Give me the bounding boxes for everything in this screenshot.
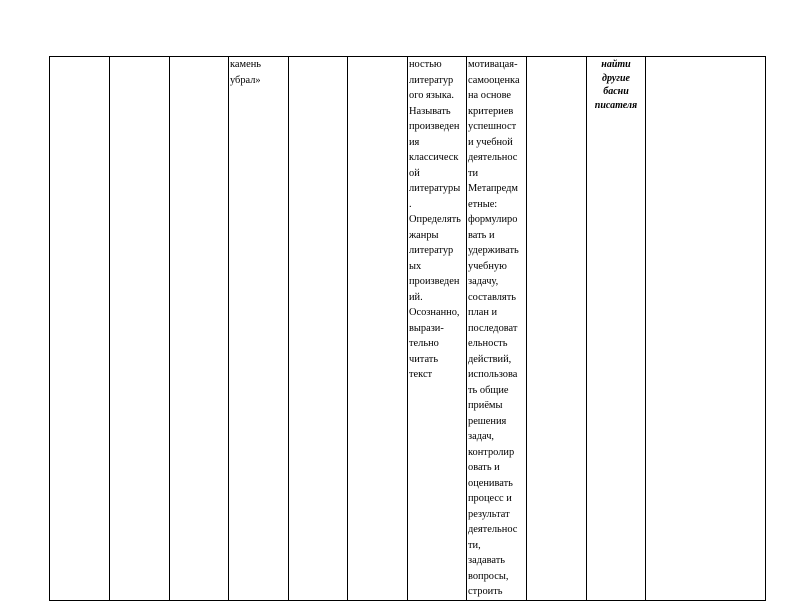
homework-text: найти другие басни писателя	[594, 59, 638, 111]
table-cell-3	[170, 57, 229, 601]
table-cell-subject-results	[408, 57, 467, 601]
subject-results-text: ностью литератур ого языка. Называть произведен ия классическ ой литературы . Определять жанры литератур ых произведен ий. Осознанно, вырази- тельно читать текст	[409, 59, 461, 380]
table-cell-5	[289, 57, 348, 601]
table-cell-lesson-topic	[229, 57, 289, 601]
table-cell-6	[348, 57, 408, 601]
table-cell-11	[646, 57, 766, 601]
table-row	[50, 57, 766, 601]
table-cell-metasubject-results	[467, 57, 527, 601]
table-cell-1	[50, 57, 110, 601]
lesson-topic-text: камень убрал»	[230, 59, 261, 86]
table-cell-2	[110, 57, 170, 601]
table-cell-9	[527, 57, 587, 601]
table-cell-homework	[587, 57, 646, 601]
metasubject-results-text: мотивацая- самооценка на основе критериев успешност и учебной деятельнос ти Метапредм етные: формулиро вать и удерживать учебную задачу, составлять план и последоват ельность действий, использова ть общие приёмы решения задач, контролир овать и оценивать процесс и результат деятельнос ти, задавать вопросы, строить	[468, 59, 520, 597]
lesson-plan-table	[49, 56, 766, 601]
